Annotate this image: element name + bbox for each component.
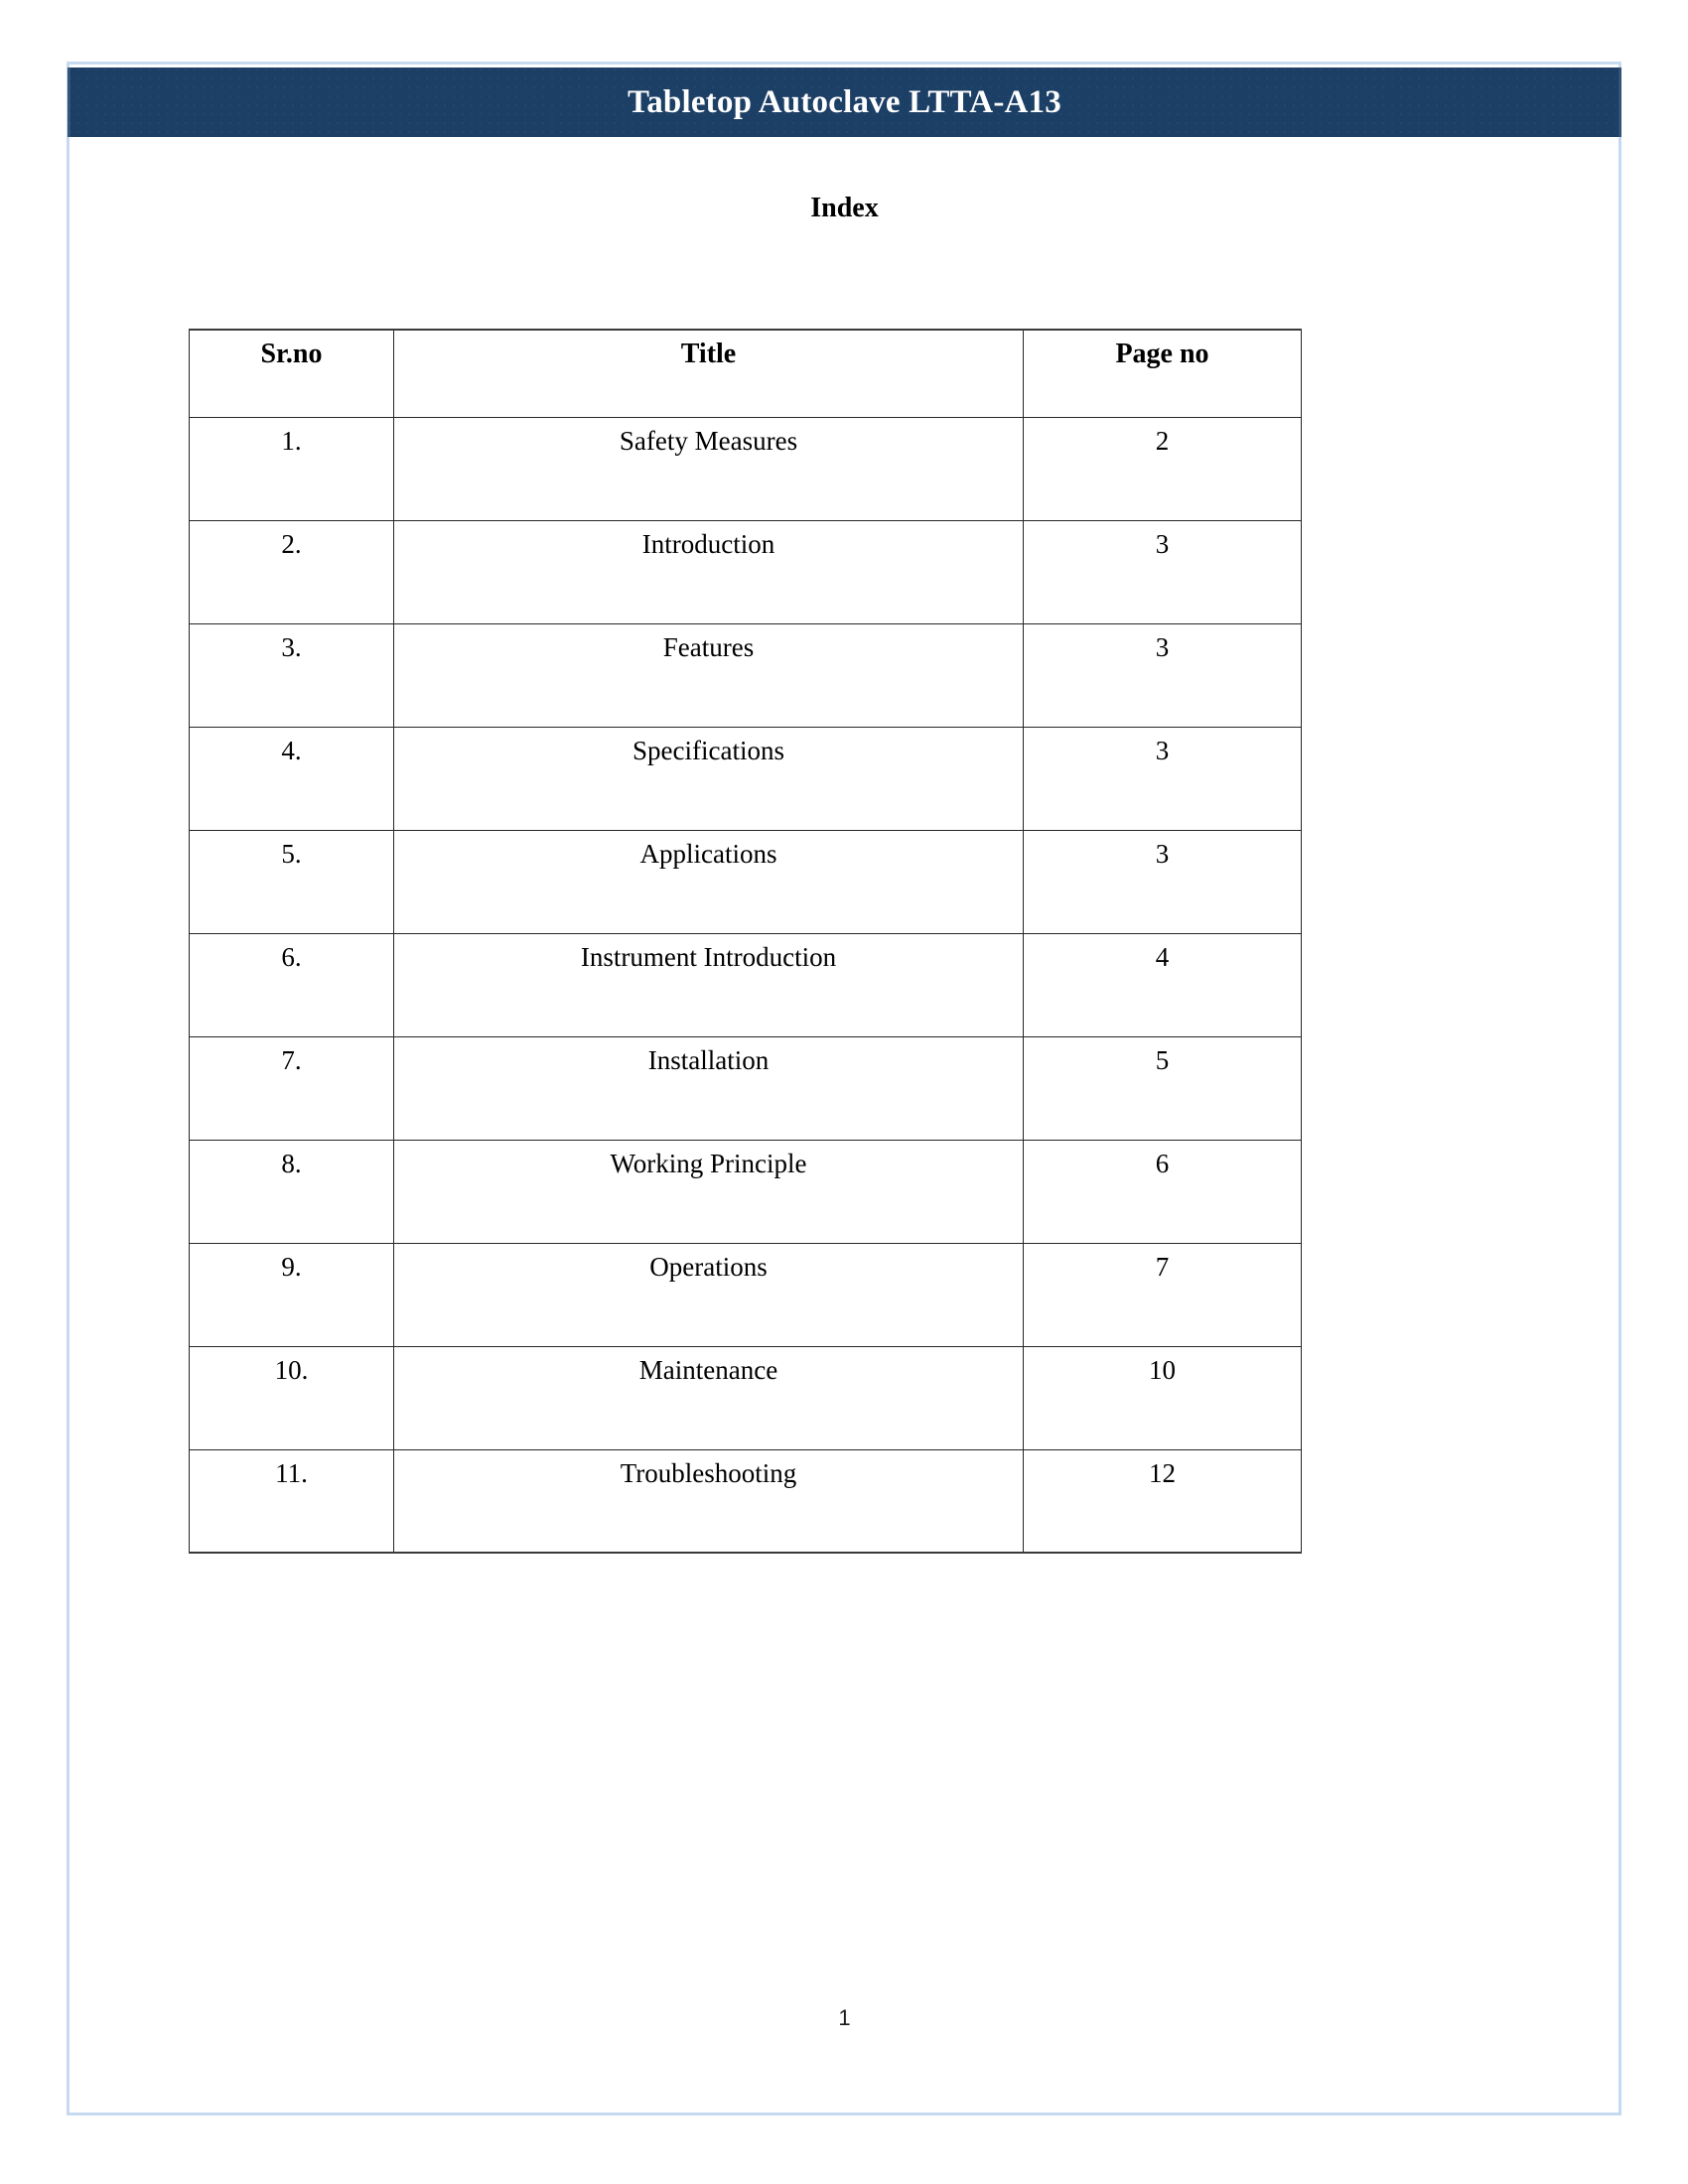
document-title-banner	[68, 68, 1621, 137]
cell-page-no: 5	[1024, 1036, 1302, 1140]
table-row	[190, 623, 1302, 727]
table-row	[190, 933, 1302, 1036]
table-row	[190, 1243, 1302, 1346]
cell-sr-no: 8.	[190, 1140, 394, 1243]
cell-sr-no: 7.	[190, 1036, 394, 1140]
table-row	[190, 1449, 1302, 1553]
cell-page-no: 3	[1024, 830, 1302, 933]
table-row	[190, 1140, 1302, 1243]
cell-title: Maintenance	[394, 1346, 1024, 1449]
cell-sr-no: 1.	[190, 417, 394, 520]
cell-sr-no: 11.	[190, 1449, 394, 1553]
column-header-sr-no: Sr.no	[190, 330, 394, 417]
index-table-head	[190, 330, 1302, 417]
cell-page-no: 7	[1024, 1243, 1302, 1346]
index-table-container	[189, 329, 1301, 1554]
cell-sr-no: 6.	[190, 933, 394, 1036]
table-row	[190, 1346, 1302, 1449]
cell-page-no: 10	[1024, 1346, 1302, 1449]
cell-page-no: 12	[1024, 1449, 1302, 1553]
cell-title: Troubleshooting	[394, 1449, 1024, 1553]
table-row	[190, 727, 1302, 830]
cell-page-no: 3	[1024, 623, 1302, 727]
document-title: Tabletop Autoclave LTTA-A13	[628, 83, 1061, 120]
index-table-body	[190, 417, 1302, 1553]
cell-title: Features	[394, 623, 1024, 727]
cell-title: Operations	[394, 1243, 1024, 1346]
cell-page-no: 3	[1024, 520, 1302, 623]
cell-page-no: 3	[1024, 727, 1302, 830]
column-header-page-no: Page no	[1024, 330, 1302, 417]
cell-sr-no: 4.	[190, 727, 394, 830]
cell-title: Introduction	[394, 520, 1024, 623]
index-table	[189, 329, 1302, 1554]
cell-title: Specifications	[394, 727, 1024, 830]
cell-title: Installation	[394, 1036, 1024, 1140]
cell-title: Instrument Introduction	[394, 933, 1024, 1036]
table-header-row	[190, 330, 1302, 417]
cell-sr-no: 9.	[190, 1243, 394, 1346]
footer-page-number: 1	[838, 2005, 851, 2030]
column-header-title: Title	[394, 330, 1024, 417]
cell-title: Safety Measures	[394, 417, 1024, 520]
cell-sr-no: 2.	[190, 520, 394, 623]
cell-page-no: 4	[1024, 933, 1302, 1036]
table-row	[190, 830, 1302, 933]
index-heading: Index	[810, 193, 879, 223]
cell-page-no: 2	[1024, 417, 1302, 520]
cell-title: Working Principle	[394, 1140, 1024, 1243]
table-row	[190, 1036, 1302, 1140]
table-row	[190, 520, 1302, 623]
table-row	[190, 417, 1302, 520]
cell-sr-no: 5.	[190, 830, 394, 933]
cell-sr-no: 3.	[190, 623, 394, 727]
cell-title: Applications	[394, 830, 1024, 933]
cell-sr-no: 10.	[190, 1346, 394, 1449]
cell-page-no: 6	[1024, 1140, 1302, 1243]
